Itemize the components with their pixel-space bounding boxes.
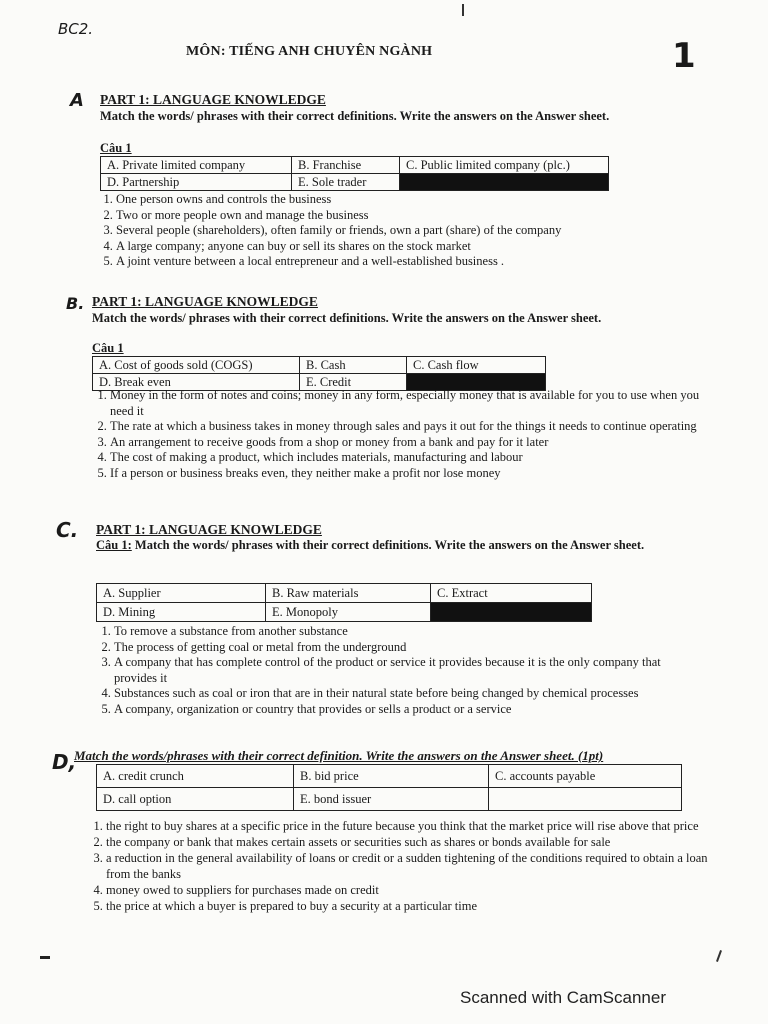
list-item: 2. The process of getting coal or metal from the underground [114, 640, 684, 656]
scanner-watermark: Scanned with CamScanner [460, 988, 667, 1007]
option-cell: E. Credit [300, 374, 407, 391]
blacked-out-cell [400, 174, 609, 191]
empty-cell [489, 788, 682, 811]
option-cell: E. Monopoly [266, 603, 431, 622]
corner-note: BC2. [58, 20, 94, 38]
scan-mark [462, 4, 464, 16]
section-instruction: Match the words/ phrases with their correct definitions. Write the answers on the Answer sheet. [92, 311, 602, 325]
list-item: 1. the right to buy shares at a specific price in the future because you think that the market price will rise above that price [106, 818, 716, 834]
page-title: MÔN: TIẾNG ANH CHUYÊN NGÀNH [186, 44, 433, 59]
section-heading: PART 1: LANGUAGE KNOWLEDGE [92, 294, 318, 309]
list-item: 3. An arrangement to receive goods from a shop or money from a bank and pay for it later [110, 435, 700, 451]
blacked-out-cell [431, 603, 592, 622]
list-item: 1. Money in the form of notes and coins; money in any form, especially money that is available for you to use when you need it [110, 388, 700, 419]
option-cell: B. Franchise [292, 157, 400, 174]
options-table [100, 156, 609, 191]
option-cell: C. Cash flow [407, 357, 546, 374]
list-item: 4. money owed to suppliers for purchases made on credit [106, 882, 716, 898]
section-letter: B. [66, 294, 85, 313]
section-instruction [96, 537, 656, 554]
section-letter: A [70, 90, 84, 111]
section-letter: D, [52, 750, 77, 774]
option-cell: C. Extract [431, 584, 592, 603]
instruction-text: Match the words/ phrases with their correct definitions. Write the answers on the Answer sheet. [134, 538, 645, 552]
section-instruction: Match the words/phrases with their correct definition. Write the answers on the Answer sheet. (1pt) [74, 748, 604, 763]
option-cell: A. Cost of goods sold (COGS) [93, 357, 300, 374]
option-cell: A. credit crunch [97, 765, 294, 788]
definitions-list [88, 818, 716, 914]
list-item: 5. If a person or business breaks even, they neither make a profit nor lose money [110, 466, 700, 482]
options-table [96, 764, 682, 811]
list-item: 2. Two or more people own and manage the business [116, 208, 676, 224]
list-item: 3. Several people (shareholders), often family or friends, own a part (share) of the company [116, 223, 676, 239]
section-letter: C. [56, 518, 79, 542]
list-item: 5. A company, organization or country that provides or sells a product or a service [114, 702, 684, 718]
option-cell: D. call option [97, 788, 294, 811]
option-cell: A. Supplier [97, 584, 266, 603]
option-cell: D. Mining [97, 603, 266, 622]
list-item: 1. One person owns and controls the business [116, 192, 676, 208]
options-table [96, 583, 592, 622]
definitions-list [98, 192, 676, 270]
definitions-list [96, 624, 684, 717]
scan-mark [40, 956, 50, 959]
option-cell: E. bond issuer [294, 788, 489, 811]
list-item: 2. the company or bank that makes certain assets or securities such as shares or bonds available for sale [106, 834, 716, 850]
option-cell: D. Partnership [101, 174, 292, 191]
scan-mark [716, 950, 722, 962]
option-cell: B. bid price [294, 765, 489, 788]
list-item: 4. The cost of making a product, which includes materials, manufacturing and labour [110, 450, 700, 466]
option-cell: A. Private limited company [101, 157, 292, 174]
cau-label: Câu 1 [92, 341, 124, 355]
list-item: 2. The rate at which a business takes in money through sales and pays it out for the things it needs to continue operating [110, 419, 700, 435]
options-table [92, 356, 546, 391]
list-item: 4. A large company; anyone can buy or sell its shares on the stock market [116, 239, 676, 255]
option-cell: B. Cash [300, 357, 407, 374]
cau-label: Câu 1 [100, 141, 132, 155]
list-item: 5. A joint venture between a local entrepreneur and a well-established business . [116, 254, 676, 270]
page-number: 1 [672, 36, 696, 76]
section-heading: PART 1: LANGUAGE KNOWLEDGE [100, 92, 326, 107]
option-cell: B. Raw materials [266, 584, 431, 603]
section-instruction: Match the words/ phrases with their correct definitions. Write the answers on the Answer sheet. [100, 109, 610, 123]
section-heading: PART 1: LANGUAGE KNOWLEDGE [96, 522, 322, 537]
list-item: 4. Substances such as coal or iron that are in their natural state before being changed by chemical processes [114, 686, 684, 702]
cau-label: Câu 1: [96, 538, 132, 552]
option-cell: E. Sole trader [292, 174, 400, 191]
list-item: 5. the price at which a buyer is prepared to buy a security at a particular time [106, 898, 716, 914]
option-cell: C. accounts payable [489, 765, 682, 788]
list-item: 1. To remove a substance from another substance [114, 624, 684, 640]
list-item: 3. a reduction in the general availability of loans or credit or a sudden tightening of the conditions required to obtain a loan from the banks [106, 850, 716, 882]
option-cell: C. Public limited company (plc.) [400, 157, 609, 174]
list-item: 3. A company that has complete control of the product or service it provides because it is the only company that provides it [114, 655, 684, 686]
option-cell: D. Break even [93, 374, 300, 391]
definitions-list [92, 388, 700, 481]
